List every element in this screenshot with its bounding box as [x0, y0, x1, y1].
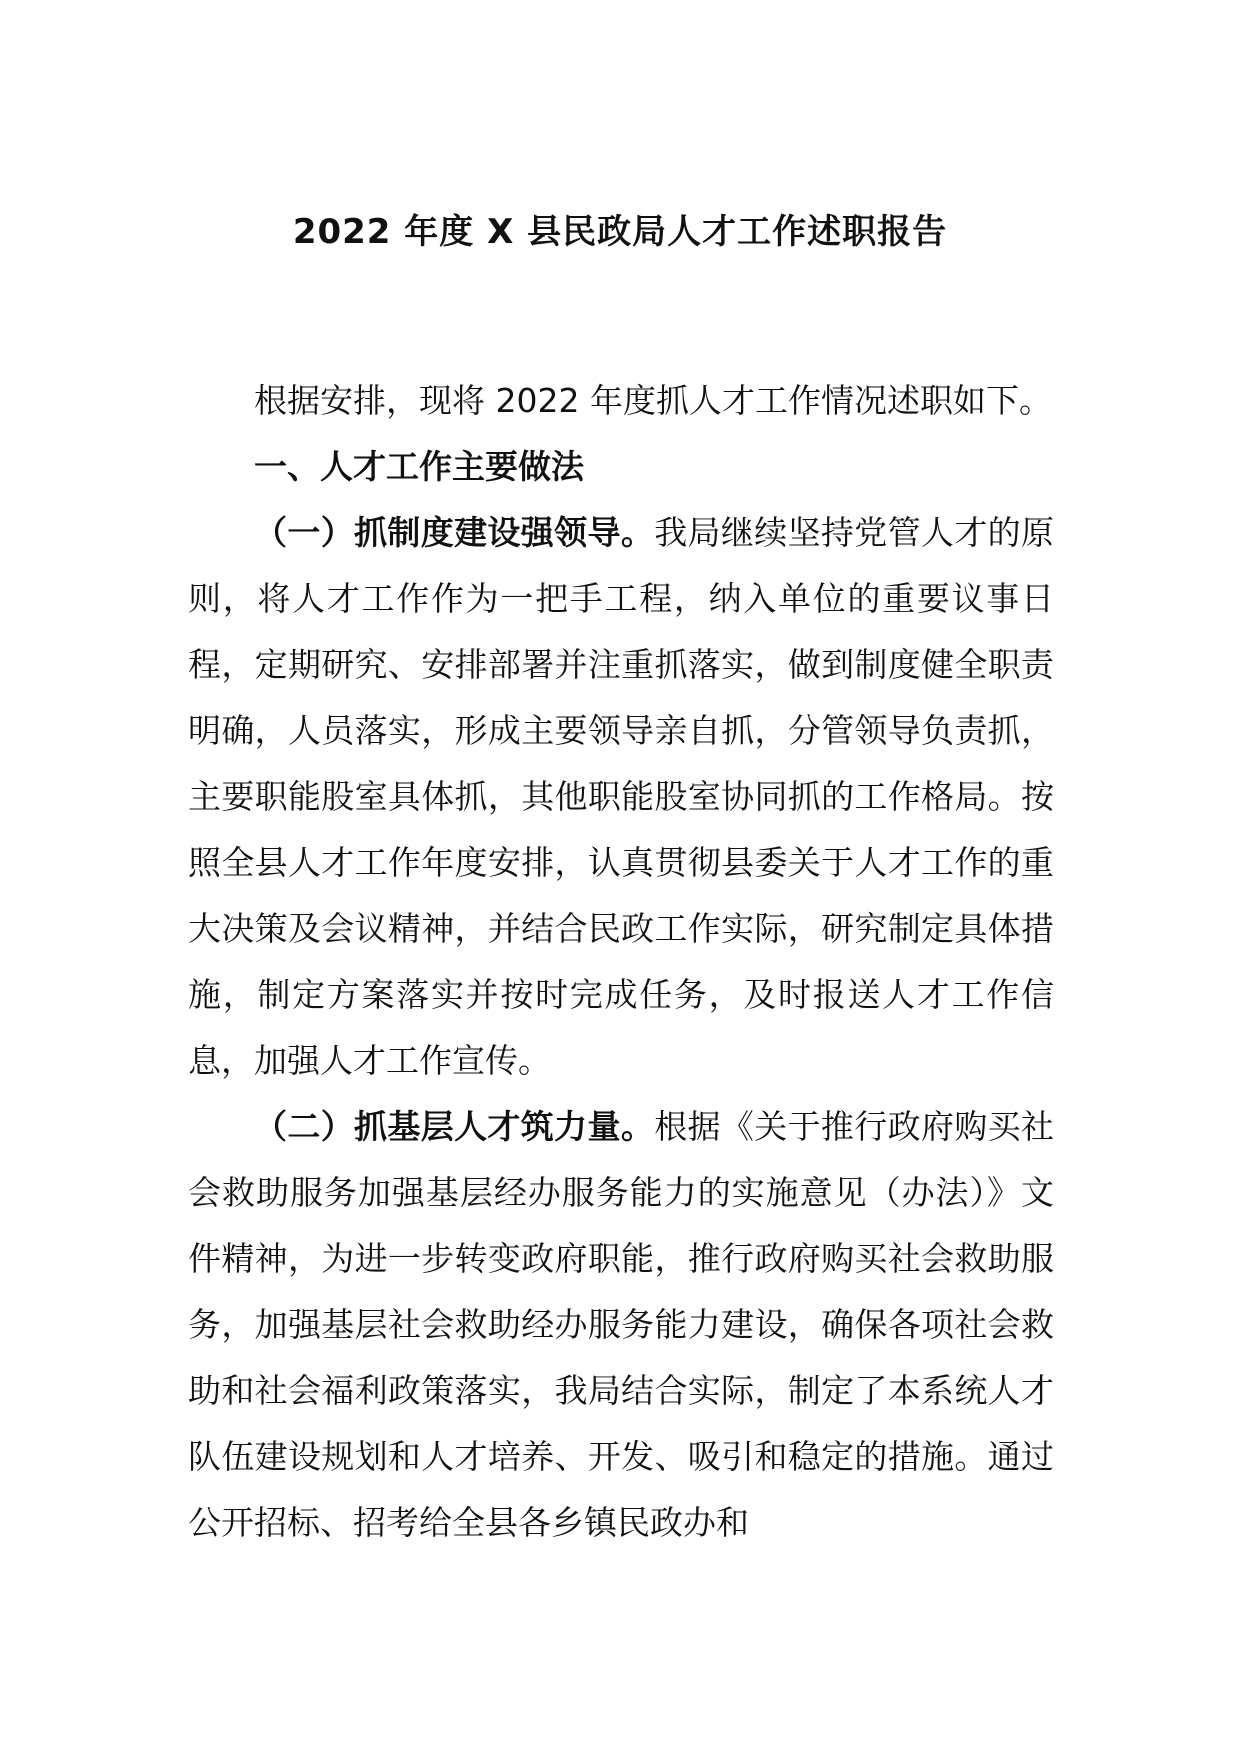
paragraph-1-text: 我局继续坚持党管人才的原则，将人才工作作为一把手工程，纳入单位的重要议事日程，定期研究、安排部署并注重抓落实，做到制度健全职责明确，人员落实，形成主要领导亲自抓，分管领导负责抓，主要职能股室具体抓，其他职能股室协同抓的工作格局。按照全县人才工作年度安排，认真贯彻县委关于人才工作的重大决策及会议精神，并结合民政工作实际，研究制定具体措施，制定方案落实并按时完成任务，及时报送人才工作信息，加强人才工作宣传。: [188, 513, 1055, 1080]
section-heading: 一、人才工作主要做法: [254, 447, 584, 486]
paragraph-1-lead: （一）抓制度建设强领导。: [254, 513, 655, 552]
paragraph-2-lead: （二）抓基层人才筑力量。: [254, 1107, 655, 1146]
intro-paragraph: 根据安排，现将 2022 年度抓人才工作情况述职如下。: [254, 381, 1052, 420]
paragraph-2: [188, 1094, 1054, 1556]
document-body: [188, 368, 1054, 1556]
paragraph-2-text: 根据《关于推行政府购买社会救助服务加强基层经办服务能力的实施意见（办法）》文件精神，为进一步转变政府职能，推行政府购买社会救助服务，加强基层社会救助经办服务能力建设，确保各项社会救助和社会福利政策落实，我局结合实际，制定了本系统人才队伍建设规划和人才培养、开发、吸引和稳定的措施。通过公开招标、招考给全县各乡镇民政办和: [188, 1107, 1055, 1542]
paragraph-1: [188, 500, 1054, 1094]
document-title: 2022 年度 X 县民政局人才工作述职报告: [292, 212, 948, 252]
